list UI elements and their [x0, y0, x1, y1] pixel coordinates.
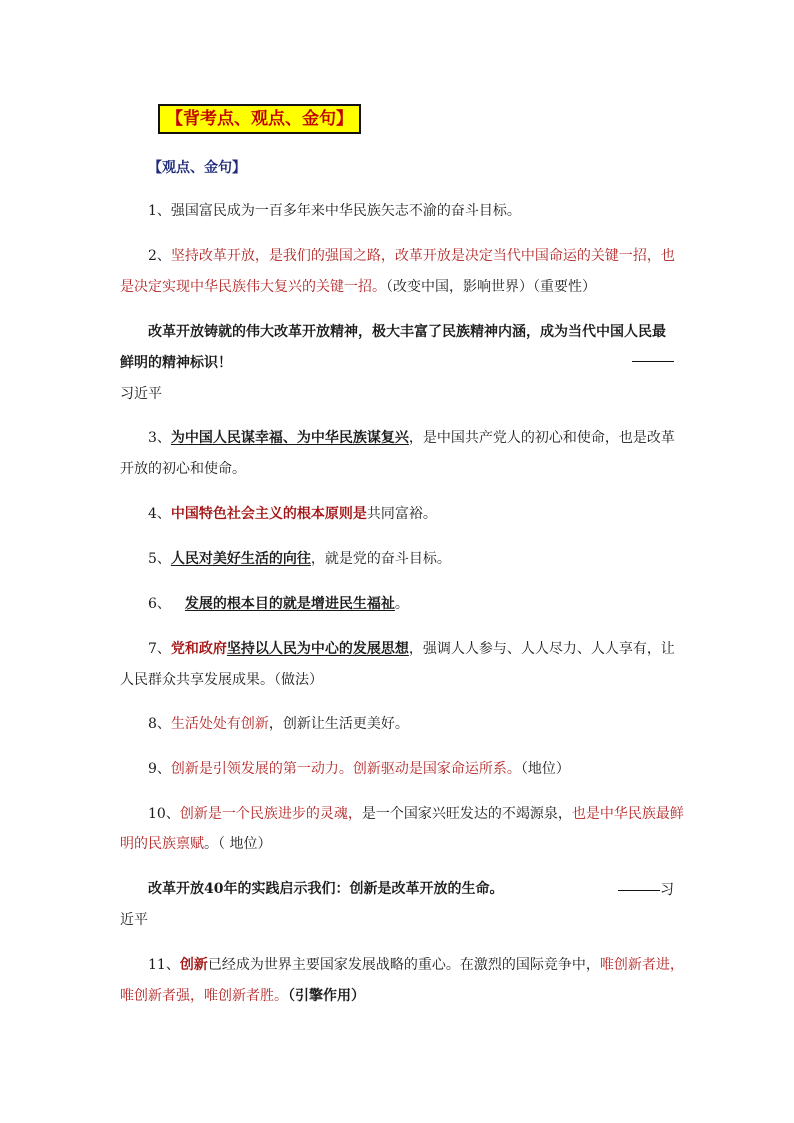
- item-9-red: 创新是引领发展的第一动力。创新驱动是国家命运所系。: [170, 761, 521, 777]
- item-8: [148, 714, 409, 734]
- item-7-text: ，强调人人参与、人人尽力、人人享有，让: [408, 641, 675, 657]
- item-11-red-3: 唯创新者强，唯创新者胜。: [120, 988, 288, 1004]
- quote-2: [148, 879, 503, 899]
- item-2-line-1: [148, 246, 675, 266]
- quote-1-line-1: [148, 322, 666, 342]
- item-7-line-2: [120, 670, 323, 690]
- item-4-text: 共同富裕。: [366, 506, 437, 522]
- item-7-number: 7、: [148, 641, 171, 657]
- item-4-number: 4、: [148, 506, 171, 522]
- item-5-text: ，就是党的奋斗目标。: [310, 551, 451, 567]
- item-10-number: 10、: [148, 806, 180, 822]
- item-11-text: 已经成为世界主要国家发展战略的重心。在激烈的国际竞争中，: [207, 957, 600, 973]
- item-9-text: （地位）: [520, 761, 570, 777]
- item-7-red: 党和政府: [170, 641, 227, 657]
- item-10-line-2: [120, 834, 271, 854]
- item-9: [148, 759, 570, 779]
- quote-2-author-line: [618, 879, 674, 899]
- item-10-mid: 是一个国家兴旺发达的不竭源泉，: [361, 806, 572, 822]
- item-5: [148, 549, 451, 569]
- item-3-text-2: 开放的初心和使命。: [120, 461, 246, 477]
- item-11-line-1: [148, 955, 684, 975]
- section-subtitle: 【观点、金句】: [148, 160, 246, 176]
- item-1: [148, 201, 521, 221]
- quote-2-author: 近平: [120, 912, 148, 928]
- item-11-red-2: 唯创新者进，: [599, 957, 684, 973]
- item-2-line-2: [120, 277, 596, 297]
- item-3-text: ，是中国共产党人的初心和使命，也是改革: [408, 430, 675, 446]
- item-10-red-3: 明的民族禀赋: [120, 836, 204, 852]
- item-11-line-2: [120, 986, 365, 1006]
- item-3-number: 3、: [148, 430, 171, 446]
- quote-1-text: 改革开放铸就的伟大改革开放精神，极大丰富了民族精神内涵，成为当代中国人民最: [148, 324, 666, 340]
- item-7-bold: 坚持以人民为中心的发展思想: [226, 641, 409, 657]
- item-10-red-2: 也是中华民族最鲜: [571, 806, 684, 822]
- item-2-red-text-2: 是决定实现中华民族伟大复兴的关键一招。: [120, 279, 386, 295]
- item-11-red: 创新: [179, 957, 208, 973]
- item-7-line-1: [148, 639, 675, 659]
- item-7-text-2: 人民群众共享发展成果。（做法）: [120, 672, 323, 688]
- item-2-number: 2、: [148, 248, 171, 264]
- item-3-line-1: [148, 428, 675, 448]
- item-11-note: （引擎作用）: [288, 988, 365, 1004]
- item-8-text: ，创新让生活更美好。: [268, 716, 409, 732]
- item-8-red: 生活处处有创新: [170, 716, 269, 732]
- quote-1-line-2: [120, 353, 232, 373]
- item-5-number: 5、: [148, 551, 171, 567]
- item-9-number: 9、: [148, 761, 171, 777]
- item-3-underlined: 为中国人民谋幸福、为中华民族谋复兴: [170, 430, 409, 446]
- item-8-number: 8、: [148, 716, 171, 732]
- quote-1-dash: [632, 353, 674, 369]
- item-10-text: 。（ 地位）: [204, 836, 272, 852]
- item-5-bold: 人民对美好生活的向往: [170, 551, 311, 567]
- item-6-bold: 发展的根本目的就是增进民生福祉: [184, 596, 395, 612]
- quote-2-text: 改革开放40年的实践启示我们：创新是改革开放的生命。: [148, 881, 504, 897]
- item-2-red-text: 坚持改革开放，是我们的强国之路，改革开放是决定当代中国命运的关键一招，也: [170, 248, 675, 264]
- item-4: [148, 504, 437, 524]
- item-4-red-text: 中国特色社会主义的根本原则是: [170, 506, 367, 522]
- quote-1-author: 习近平: [120, 386, 162, 402]
- item-10-red: 创新是一个民族进步的灵魂，: [179, 806, 362, 822]
- item-6: [148, 594, 409, 614]
- quote-2-author-start: 习: [660, 882, 674, 898]
- section-title: 【背考点、观点、金句】: [158, 104, 361, 134]
- item-6-number: 6、: [148, 596, 171, 612]
- item-11-number: 11、: [148, 957, 180, 973]
- quote-1-text-2: 鲜明的精神标识！: [120, 355, 232, 371]
- item-1-text: 1、强国富民成为一百多年来中华民族矢志不渝的奋斗目标。: [148, 203, 521, 219]
- item-10-line-1: [148, 804, 684, 824]
- item-3-line-2: [120, 459, 246, 479]
- item-2-note: （改变中国，影响世界）（重要性）: [386, 279, 596, 295]
- item-6-end: 。: [394, 596, 409, 612]
